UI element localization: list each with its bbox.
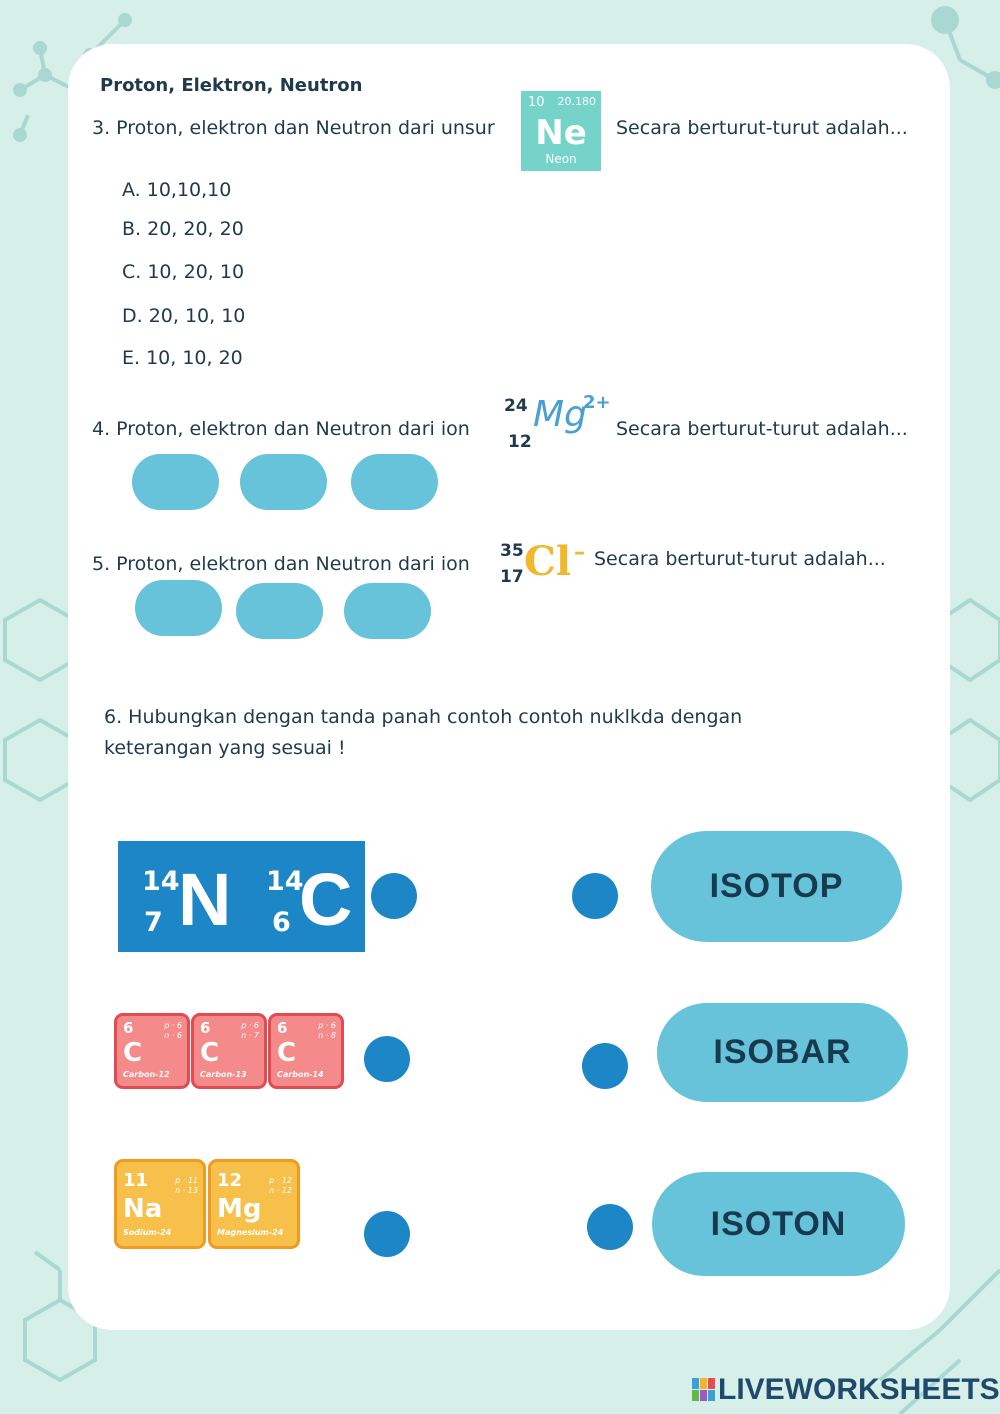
q4-answer-elektron[interactable]	[240, 454, 327, 510]
c-atomic-number: 6	[272, 907, 291, 938]
sodium-24-tile	[114, 1159, 206, 1249]
q3-option-a[interactable]: A. 10,10,10	[122, 179, 232, 201]
match-dot-right-2[interactable]	[582, 1043, 628, 1089]
mg-symbol: Mg	[533, 394, 587, 435]
match-dot-left-3[interactable]	[364, 1211, 410, 1257]
tile-pn: p · 11 n · 13	[175, 1176, 198, 1195]
cl-atomic-number: 17	[500, 567, 524, 587]
tile-name: Carbon-12	[123, 1070, 170, 1079]
section-heading: Proton, Elektron, Neutron	[100, 75, 363, 96]
tile-number: 6	[123, 1019, 134, 1037]
mg-atomic-number: 12	[508, 432, 532, 452]
n-mass-number: 14	[142, 866, 180, 897]
q3-suffix: Secara berturut-turut adalah...	[616, 117, 908, 139]
neon-atomic-mass: 20.180	[557, 95, 596, 108]
tile-number: 11	[123, 1170, 149, 1191]
magnesium-24-tile	[208, 1159, 300, 1249]
answer-isotop: ISOTOP	[651, 831, 902, 942]
neon-name: Neon	[545, 152, 577, 166]
mg-charge: 2+	[583, 392, 611, 413]
nitrogen-carbon-nuclide-box	[118, 841, 365, 952]
tile-symbol: C	[277, 1038, 297, 1068]
answer-isoton: ISOTON	[652, 1172, 905, 1276]
q4-answer-proton[interactable]	[132, 454, 219, 510]
cl-mass-number: 35	[500, 541, 524, 561]
q5-text: 5. Proton, elektron dan Neutron dari ion	[92, 553, 470, 575]
tile-number: 6	[277, 1019, 288, 1037]
answer-isobar: ISOBAR	[657, 1003, 908, 1102]
q3-option-c[interactable]: C. 10, 20, 10	[122, 261, 245, 283]
q4-suffix: Secara berturut-turut adalah...	[616, 418, 908, 440]
tile-name: Sodium-24	[123, 1228, 172, 1237]
match-dot-left-2[interactable]	[364, 1036, 410, 1082]
tile-symbol: C	[200, 1038, 220, 1068]
c-mass-number: 14	[266, 866, 304, 897]
liveworksheets-logo	[692, 1373, 1000, 1407]
tile-pn: p · 6 n · 6	[164, 1021, 182, 1040]
carbon-13-tile	[191, 1013, 267, 1089]
liveworksheets-logo-icon	[692, 1378, 716, 1402]
q3-option-b[interactable]: B. 20, 20, 20	[122, 218, 244, 240]
q3-option-d[interactable]: D. 20, 10, 10	[122, 305, 246, 327]
cl-charge: –	[574, 540, 585, 565]
match-dot-left-1[interactable]	[371, 873, 417, 919]
tile-pn: p · 12 n · 12	[269, 1176, 292, 1195]
q5-suffix: Secara berturut-turut adalah...	[594, 548, 886, 570]
tile-pn: p · 6 n · 7	[241, 1021, 259, 1040]
c-symbol: C	[299, 858, 353, 941]
q5-answer-elektron[interactable]	[236, 583, 323, 639]
q3-option-e[interactable]: E. 10, 10, 20	[122, 347, 243, 369]
q5-answer-proton[interactable]	[135, 580, 222, 636]
match-dot-right-3[interactable]	[587, 1204, 633, 1250]
tile-name: Carbon-13	[200, 1070, 247, 1079]
q5-answer-neutron[interactable]	[344, 583, 431, 639]
neon-element-tile	[521, 91, 601, 171]
n-symbol: N	[178, 858, 232, 941]
q6-text-line1: 6. Hubungkan dengan tanda panah contoh contoh nuklkda dengan	[104, 706, 743, 728]
tile-symbol: Mg	[217, 1194, 262, 1224]
carbon-14-tile	[268, 1013, 344, 1089]
neon-symbol: Ne	[535, 113, 587, 153]
q3-text: 3. Proton, elektron dan Neutron dari unsur	[92, 117, 495, 139]
tile-symbol: C	[123, 1038, 143, 1068]
carbon-12-tile	[114, 1013, 190, 1089]
tile-symbol: Na	[123, 1194, 163, 1224]
neon-atomic-number: 10	[528, 95, 545, 110]
cl-symbol: Cl	[524, 538, 572, 585]
tile-name: Magnesium-24	[217, 1228, 284, 1237]
q4-text: 4. Proton, elektron dan Neutron dari ion	[92, 418, 470, 440]
match-dot-right-1[interactable]	[572, 873, 618, 919]
tile-number: 12	[217, 1170, 243, 1191]
q6-text-line2: keterangan yang sesuai !	[104, 737, 346, 759]
tile-number: 6	[200, 1019, 211, 1037]
q4-answer-neutron[interactable]	[351, 454, 438, 510]
mg-mass-number: 24	[504, 396, 528, 416]
logo-text: LIVEWORKSHEETS	[718, 1373, 1000, 1406]
tile-name: Carbon-14	[277, 1070, 324, 1079]
n-atomic-number: 7	[144, 907, 163, 938]
tile-pn: p · 6 n · 8	[318, 1021, 336, 1040]
